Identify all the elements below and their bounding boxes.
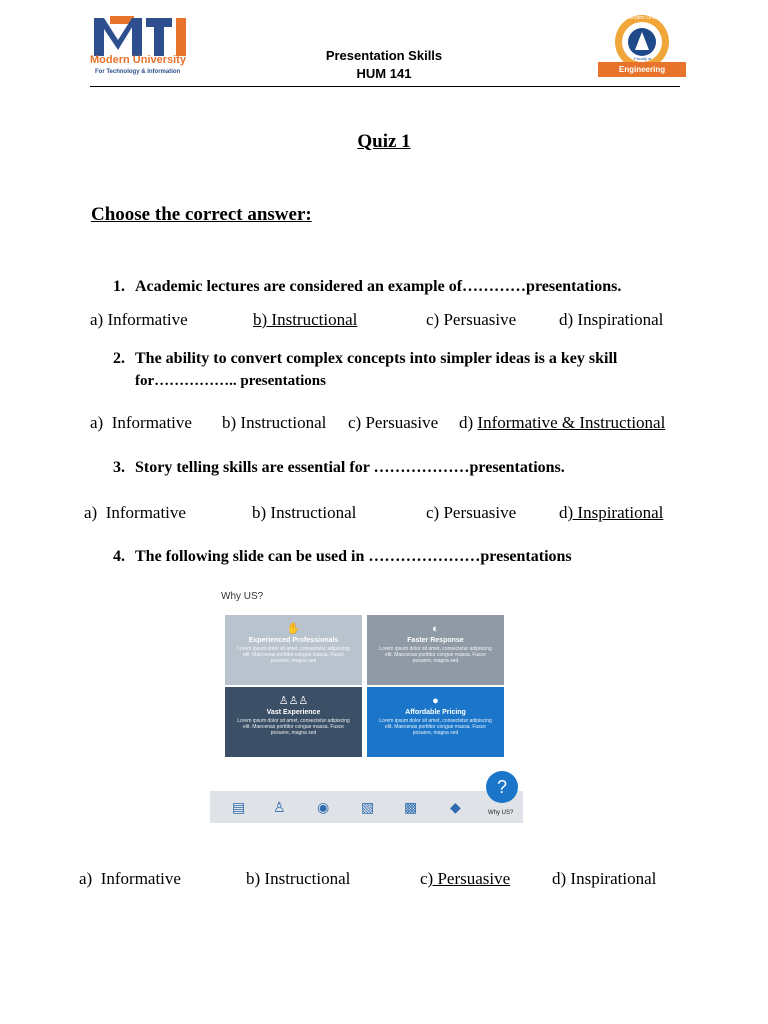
handshake-icon: ✋	[286, 623, 301, 635]
course-code: HUM 141	[356, 66, 412, 81]
q4-option-b[interactable]: b) Instructional	[246, 869, 351, 888]
q4-option-d[interactable]: d) Inspirational	[552, 869, 657, 888]
tile-title: Faster Response	[407, 637, 464, 644]
mti-logo-name: Modern University	[90, 54, 186, 66]
target-icon: ◉	[317, 799, 330, 815]
tile-title: Vast Experience	[266, 709, 321, 716]
tag-icon: ◆	[450, 799, 461, 815]
slide-title: Why US?	[221, 591, 264, 602]
coins-icon: ●	[432, 695, 439, 707]
help-question-icon: ?	[486, 771, 518, 803]
engineering-logo-banner: Engineering	[618, 65, 666, 74]
question-text: Story telling skills are essential for ………………presentations.	[135, 459, 565, 476]
q1-option-d[interactable]: d) Inspirational	[559, 310, 664, 329]
tile-faster-response	[367, 615, 504, 685]
question-number: 3.	[113, 459, 125, 476]
header-divider	[90, 86, 680, 87]
instruction-heading: Choose the correct answer:	[91, 204, 312, 225]
question-2-line-2: for…………….. presentations	[135, 373, 326, 389]
engineering-logo	[596, 12, 688, 84]
book-icon: ▩	[404, 799, 418, 815]
question-text-line-1: The ability to convert complex concepts into simpler ideas is a key skill	[135, 350, 618, 367]
q4-option-a[interactable]: a) Informative	[79, 869, 181, 888]
tile-experienced-professionals	[225, 615, 362, 685]
q3-option-d-answer: ) Inspirational	[567, 503, 664, 522]
quiz-title: Quiz 1	[357, 131, 411, 152]
question-1	[113, 278, 621, 296]
why-us-slide	[210, 582, 523, 824]
q1-option-a[interactable]: a) Informative	[90, 310, 188, 329]
question-3	[113, 459, 565, 477]
q2-option-d-selected[interactable]: d) Informative & Instructional	[459, 413, 666, 432]
team-icon: ♙♙♙	[278, 695, 309, 707]
tile-body: Lorem ipsum dolor sit amet, consectetur adipiscing elit. Maecenas porttitor congue massa. Fusce posuere, magna sed	[237, 646, 350, 664]
mti-logo-tagline: For Technology & Information	[95, 69, 181, 75]
speedometer-icon: ◐	[432, 623, 439, 635]
q2-option-c[interactable]: c) Persuasive	[348, 413, 439, 432]
q1-option-b-selected[interactable]: b) Instructional	[253, 310, 358, 329]
question-number: 2.	[113, 350, 125, 367]
tile-title: Experienced Professionals	[248, 637, 339, 644]
q3-option-c[interactable]: c) Persuasive	[426, 503, 517, 522]
q2-option-d-answer: Informative & Instructional	[477, 413, 666, 432]
mti-logo	[90, 14, 190, 80]
q2-option-b[interactable]: b) Instructional	[222, 413, 327, 432]
tile-body: Lorem ipsum dolor sit amet, consectetur adipiscing elit. Maecenas porttitor congue massa. Fusce posuere, magna sed	[237, 718, 350, 736]
q1-option-c[interactable]: c) Persuasive	[426, 310, 517, 329]
q2-option-a[interactable]: a) Informative	[90, 413, 192, 432]
tile-title: Affordable Pricing	[405, 709, 466, 716]
slide-icon-bar	[210, 791, 523, 823]
tile-vast-experience	[225, 687, 362, 757]
q4-option-c-answer: ) Persuasive	[427, 869, 511, 888]
question-text: Academic lectures are considered an example of…………presentations.	[135, 278, 622, 295]
people-icon: ♙	[273, 799, 286, 815]
course-title: Presentation Skills	[325, 48, 443, 63]
engineering-logo-inner: Faculty of	[634, 56, 652, 61]
slide-footer-label: Why US?	[488, 810, 514, 816]
clipboard-icon: ▧	[361, 799, 375, 815]
question-text: The following slide can be used in …………………presentations	[135, 548, 572, 565]
q3-option-d-selected[interactable]: d) Inspirational	[559, 503, 664, 522]
question-number: 4.	[113, 548, 125, 565]
engineering-logo-arc: Modern University	[628, 15, 669, 21]
q4-option-c-selected[interactable]: c) Persuasive	[420, 869, 511, 888]
tile-affordable-pricing	[367, 687, 504, 757]
question-2	[113, 350, 617, 368]
q3-option-a[interactable]: a) Informative	[84, 503, 186, 522]
tile-body: Lorem ipsum dolor sit amet, consectetur adipiscing elit. Maecenas porttitor congue massa. Fusce posuere, magna sed	[379, 718, 492, 736]
tile-body: Lorem ipsum dolor sit amet, consectetur adipiscing elit. Maecenas porttitor congue massa. Fusce posuere, magna sed	[379, 646, 492, 664]
q3-option-b[interactable]: b) Instructional	[252, 503, 357, 522]
question-number: 1.	[113, 278, 125, 295]
checklist-icon: ▤	[232, 799, 246, 815]
question-4	[113, 548, 572, 566]
